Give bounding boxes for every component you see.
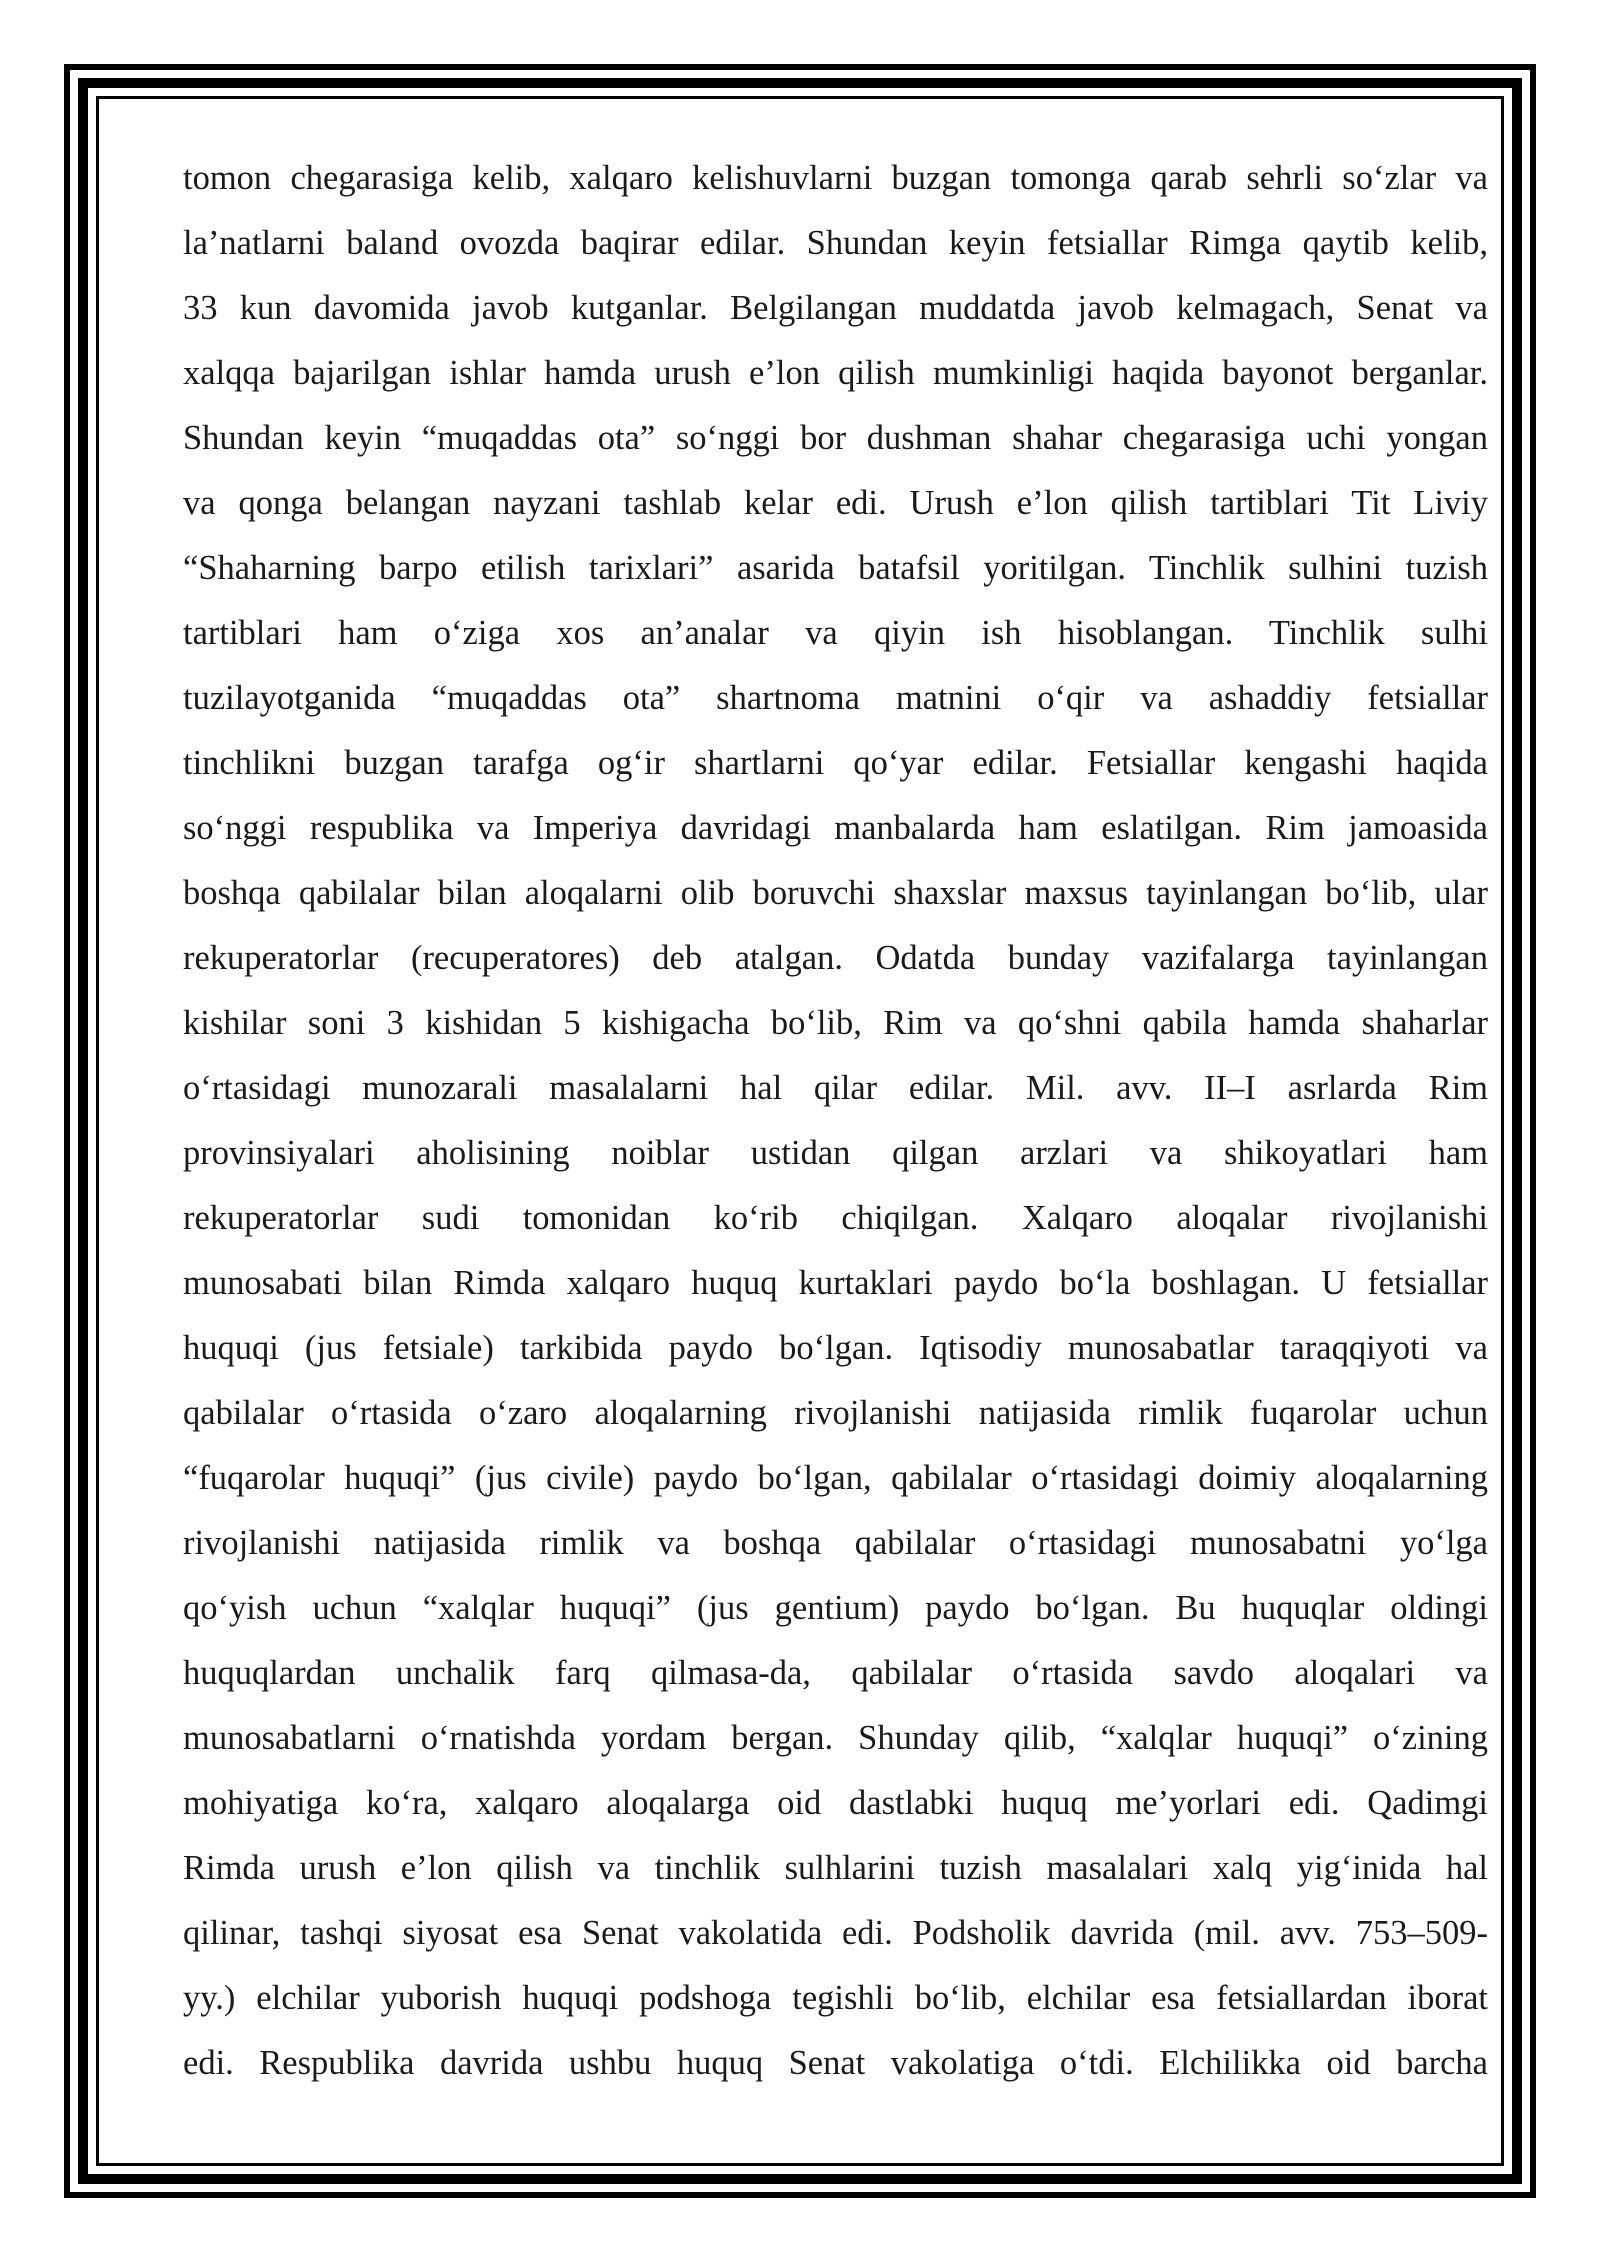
text-line: so‘nggi respublika va Imperiya davridagi manbalarda ham eslatilgan. Rim jamoasida — [183, 809, 1488, 847]
text-line: boshqa qabilalar bilan aloqalarni olib boruvchi shaxslar maxsus tayinlangan bo‘lib, ular — [183, 874, 1488, 912]
body-text — [183, 146, 1488, 2096]
text-line: “fuqarolar huquqi” (jus civile) paydo bo‘lgan, qabilalar o‘rtasidagi doimiy aloqalarning — [183, 1459, 1488, 1497]
text-line: qo‘yish uchun “xalqlar huquqi” (jus gentium) paydo bo‘lgan. Bu huquqlar oldingi — [183, 1589, 1488, 1627]
text-line: Rimda urush e’lon qilish va tinchlik sulhlarini tuzish masalalari xalq yig‘inida hal — [183, 1849, 1488, 1887]
text-line: Shundan keyin “muqaddas ota” so‘nggi bor dushman shahar chegarasiga uchi yongan — [183, 419, 1488, 457]
text-line: munosabatlarni o‘rnatishda yordam bergan. Shunday qilib, “xalqlar huquqi” o‘zining — [183, 1719, 1488, 1757]
text-line: tomon chegarasiga kelib, xalqaro kelishuvlarni buzgan tomonga qarab sehrli so‘zlar va — [183, 159, 1488, 197]
text-line: rekuperatorlar sudi tomonidan ko‘rib chiqilgan. Xalqaro aloqalar rivojlanishi — [183, 1199, 1488, 1237]
text-line: huquqi (jus fetsiale) tarkibida paydo bo‘lgan. Iqtisodiy munosabatlar taraqqiyoti va — [183, 1329, 1488, 1367]
text-line: mohiyatiga ko‘ra, xalqaro aloqalarga oid dastlabki huquq me’yorlari edi. Qadimgi — [183, 1784, 1488, 1822]
text-line: o‘rtasidagi munozarali masalalarni hal qilar edilar. Mil. avv. II–I asrlarda Rim — [183, 1069, 1488, 1107]
text-line: “Shaharning barpo etilish tarixlari” asarida batafsil yoritilgan. Tinchlik sulhini tuzish — [183, 549, 1488, 587]
text-line: tuzilayotganida “muqaddas ota” shartnoma matnini o‘qir va ashaddiy fetsiallar — [183, 679, 1488, 717]
text-line: la’natlarni baland ovozda baqirar edilar. Shundan keyin fetsiallar Rimga qaytib kelib, — [183, 224, 1488, 262]
text-line: qabilalar o‘rtasida o‘zaro aloqalarning rivojlanishi natijasida rimlik fuqarolar uchun — [183, 1394, 1488, 1432]
text-line: huquqlardan unchalik farq qilmasa-da, qabilalar o‘rtasida savdo aloqalari va — [183, 1654, 1488, 1692]
text-line: yy.) elchilar yuborish huquqi podshoga tegishli bo‘lib, elchilar esa fetsiallardan iborat — [183, 1979, 1488, 2017]
text-line: edi. Respublika davrida ushbu huquq Senat vakolatiga o‘tdi. Elchilikka oid barcha — [183, 2044, 1488, 2082]
text-line: va qonga belangan nayzani tashlab kelar edi. Urush e’lon qilish tartiblari Tit Liviy — [183, 484, 1488, 522]
text-line: rekuperatorlar (recuperatores) deb atalgan. Odatda bunday vazifalarga tayinlangan — [183, 939, 1488, 977]
text-line: provinsiyalari aholisining noiblar ustidan qilgan arzlari va shikoyatlari ham — [183, 1134, 1488, 1172]
text-line: tartiblari ham o‘ziga xos an’analar va qiyin ish hisoblangan. Tinchlik sulhi — [183, 614, 1488, 652]
text-line: qilinar, tashqi siyosat esa Senat vakolatida edi. Podsholik davrida (mil. avv. 753–509- — [183, 1914, 1488, 1952]
text-line: xalqqa bajarilgan ishlar hamda urush e’lon qilish mumkinligi haqida bayonot berganlar. — [183, 354, 1488, 392]
text-line: 33 kun davomida javob kutganlar. Belgilangan muddatda javob kelmagach, Senat va — [183, 289, 1488, 327]
text-line: tinchlikni buzgan tarafga og‘ir shartlarni qo‘yar edilar. Fetsiallar kengashi haqida — [183, 744, 1488, 782]
text-line: munosabati bilan Rimda xalqaro huquq kurtaklari paydo bo‘la boshlagan. U fetsiallar — [183, 1264, 1488, 1302]
text-line: kishilar soni 3 kishidan 5 kishigacha bo‘lib, Rim va qo‘shni qabila hamda shaharlar — [183, 1004, 1488, 1042]
text-line: rivojlanishi natijasida rimlik va boshqa qabilalar o‘rtasidagi munosabatni yo‘lga — [183, 1524, 1488, 1562]
